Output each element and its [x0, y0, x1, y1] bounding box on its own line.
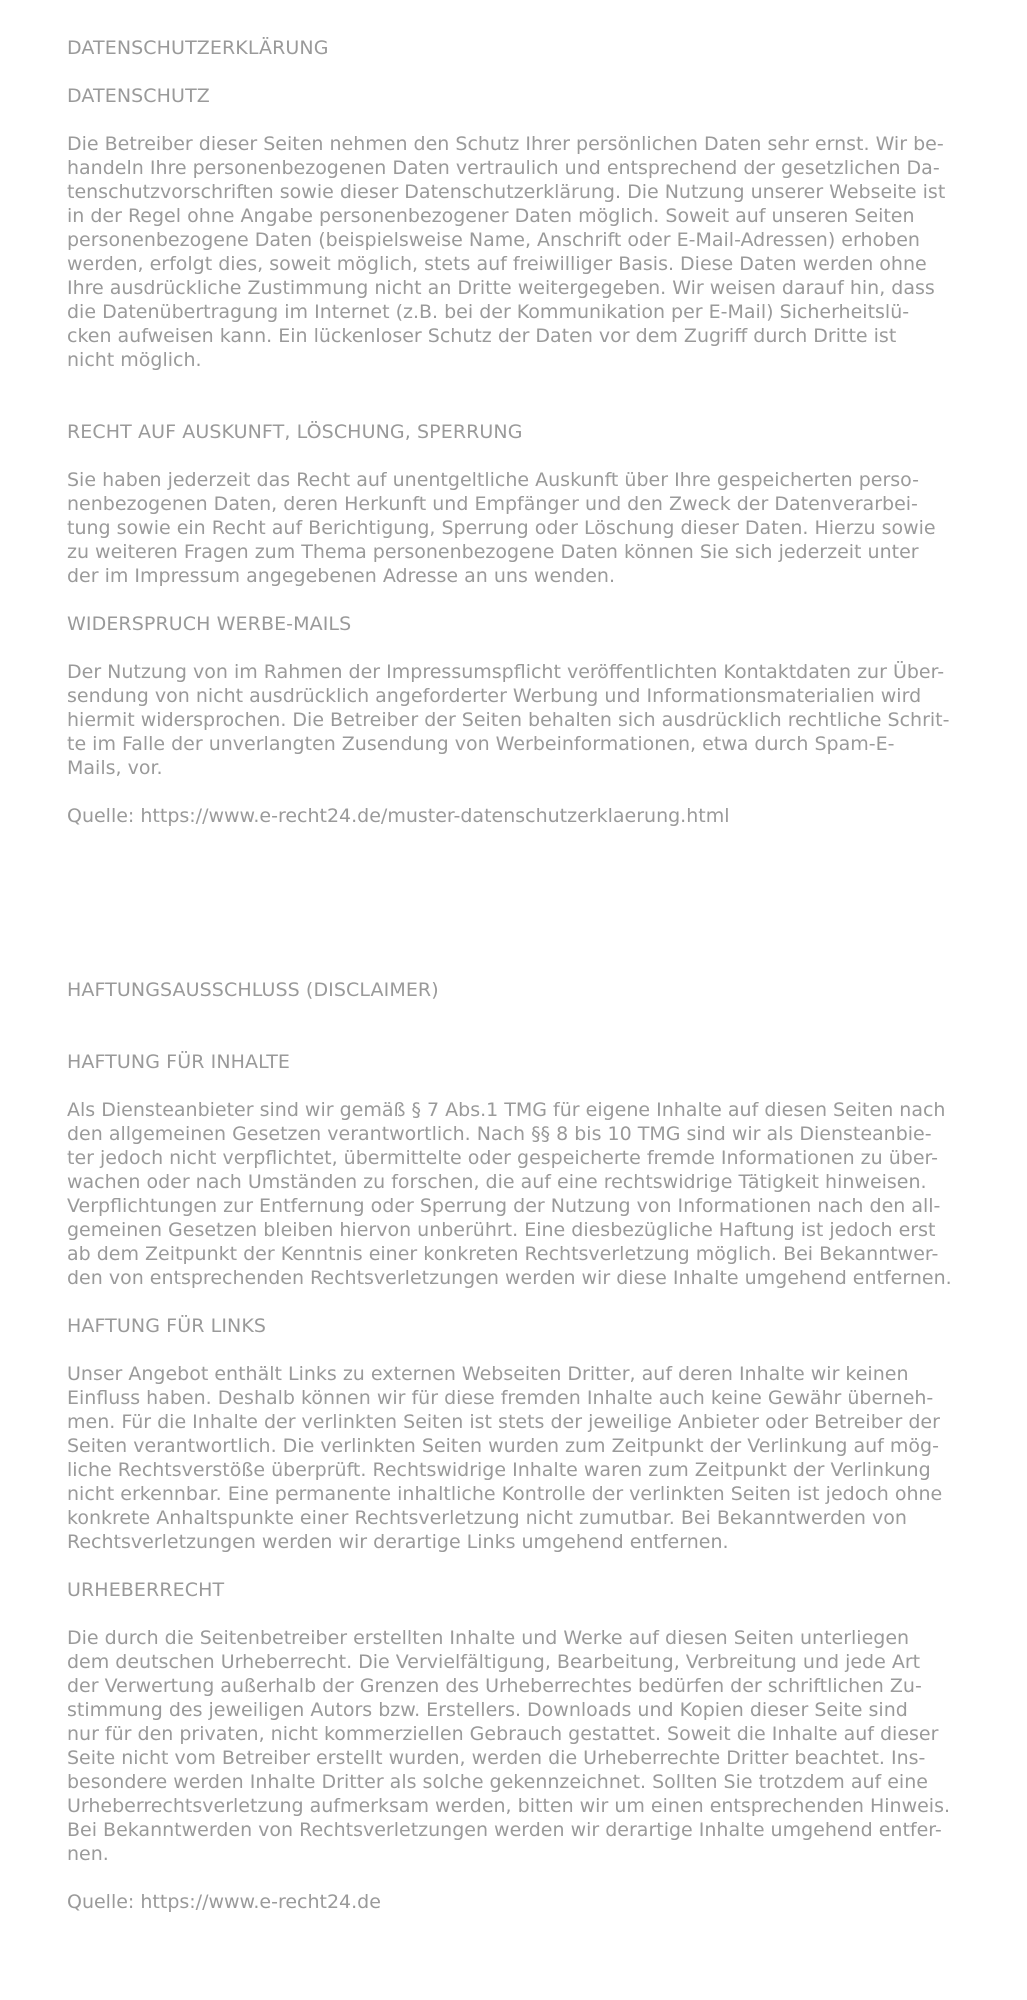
- disclaimer-title: HAFTUNGSAUSSCHLUSS (DISCLAIMER): [67, 979, 439, 1001]
- privacy-source: Quelle: https://www.e-recht24.de/muster-datenschutzerklaerung.html: [67, 805, 730, 827]
- auskunft-heading: RECHT AUF AUSKUNFT, LÖSCHUNG, SPERRUNG: [67, 421, 523, 443]
- widerspruch-body: Der Nutzung von im Rahmen der Impressumspflicht veröffentlichten Kontaktdaten zur Über- sendung von nicht ausdrücklich angeforderter Werbung und Informationsmaterialien wird hiermit widersprochen. Die Betreiber der Seiten behalten sich ausdrücklich rechtliche Schrit- te im Falle der unverlangten Zusendung von Werbeinformationen, etwa durch Spam-E- Mails, vor.: [67, 661, 950, 779]
- widerspruch-heading: WIDERSPRUCH WERBE-MAILS: [67, 613, 352, 635]
- datenschutz-body: Die Betreiber dieser Seiten nehmen den Schutz Ihrer persönlichen Daten sehr ernst. Wir be- handeln Ihre personenbezogenen Daten vertraulich und entsprechend der gesetzlichen Da- tenschutzvorschriften sowie dieser Datenschutzerklärung. Die Nutzung unserer Webseite ist in der Regel ohne Angabe personenbezogener Daten möglich. Soweit auf unseren Seiten personenbezogene Daten (beispielsweise Name, Anschrift oder E-Mail-Adressen) erhoben werden, erfolgt dies, soweit möglich, stets auf freiwilliger Basis. Diese Daten werden ohne Ihre ausdrückliche Zustimmung nicht an Dritte weitergegeben. Wir weisen darauf hin, dass die Datenübertragung im Internet (z.B. bei der Kommunikation per E-Mail) Sicherheitslü- cken aufweisen kann. Ein lückenloser Schutz der Daten vor dem Zugriff durch Dritte ist nicht möglich.: [67, 133, 946, 371]
- auskunft-body: Sie haben jederzeit das Recht auf unentgeltliche Auskunft über Ihre gespeicherten perso- nenbezogenen Daten, deren Herkunft und Empfänger und den Zweck der Datenverarbei- tung sowie ein Recht auf Berichtigung, Sperrung oder Löschung dieser Daten. Hierzu sowie zu weiteren Fragen zum Thema personenbezogene Daten können Sie sich jederzeit unter der im Impressum angegebenen Adresse an uns wenden.: [67, 469, 936, 587]
- urheberrecht-heading: URHEBERRECHT: [67, 1579, 225, 1601]
- haftung-links-body: Unser Angebot enthält Links zu externen Webseiten Dritter, auf deren Inhalte wir keinen Einfluss haben. Deshalb können wir für diese fremden Inhalte auch keine Gewähr überneh- men. Für die Inhalte der verlinkten Seiten ist stets der jeweilige Anbieter oder Betreiber der Seiten verantwortlich. Die verlinkten Seiten wurden zum Zeitpunkt der Verlinkung auf mög- liche Rechtsverstöße überprüft. Rechtswidrige Inhalte waren zum Zeitpunkt der Verlinkung nicht erkennbar. Eine permanente inhaltliche Kontrolle der verlinkten Seiten ist jedoch ohne konkrete Anhaltspunkte einer Rechtsverletzung nicht zumutbar. Bei Bekanntwerden von Rechtsverletzungen werden wir derartige Links umgehend entfernen.: [67, 1363, 943, 1553]
- haftung-inhalte-heading: HAFTUNG FÜR INHALTE: [67, 1051, 291, 1073]
- datenschutz-heading: DATENSCHUTZ: [67, 85, 210, 107]
- privacy-title: DATENSCHUTZERKLÄRUNG: [67, 37, 329, 59]
- urheberrecht-body: Die durch die Seitenbetreiber erstellten Inhalte und Werke auf diesen Seiten unterliegen dem deutschen Urheberrecht. Die Vervielfältigung, Bearbeitung, Verbreitung und jede Art der Verwertung außerhalb der Grenzen des Urheberrechtes bedürfen der schriftlichen Zu- stimmung des jeweiligen Autors bzw. Erstellers. Downloads und Kopien dieser Seite sind nur für den privaten, nicht kommerziellen Gebrauch gestattet. Soweit die Inhalte auf dieser Seite nicht vom Betreiber erstellt wurden, werden die Urheberrechte Dritter beachtet. Ins- besondere werden Inhalte Dritter als solche gekennzeichnet. Sollten Sie trotzdem auf eine Urheberrechtsverletzung aufmerksam werden, bitten wir um einen entsprechenden Hinweis. Bei Bekanntwerden von Rechtsverletzungen werden wir derartige Inhalte umgehend entfer- nen.: [67, 1627, 951, 1865]
- haftung-links-heading: HAFTUNG FÜR LINKS: [67, 1315, 267, 1337]
- disclaimer-source: Quelle: https://www.e-recht24.de: [67, 1891, 381, 1913]
- haftung-inhalte-body: Als Diensteanbieter sind wir gemäß § 7 Abs.1 TMG für eigene Inhalte auf diesen Seiten nach den allgemeinen Gesetzen verantwortlich. Nach §§ 8 bis 10 TMG sind wir als Diensteanbie- ter jedoch nicht verpflichtet, übermittelte oder gespeicherte fremde Informationen zu über- wachen oder nach Umständen zu forschen, die auf eine rechtswidrige Tätigkeit hinweisen. Verpflichtungen zur Entfernung oder Sperrung der Nutzung von Informationen nach den all- gemeinen Gesetzen bleiben hiervon unberührt. Eine diesbezügliche Haftung ist jedoch erst ab dem Zeitpunkt der Kenntnis einer konkreten Rechtsverletzung möglich. Bei Bekanntwer- den von entsprechenden Rechtsverletzungen werden wir diese Inhalte umgehend entfernen.: [67, 1099, 952, 1289]
